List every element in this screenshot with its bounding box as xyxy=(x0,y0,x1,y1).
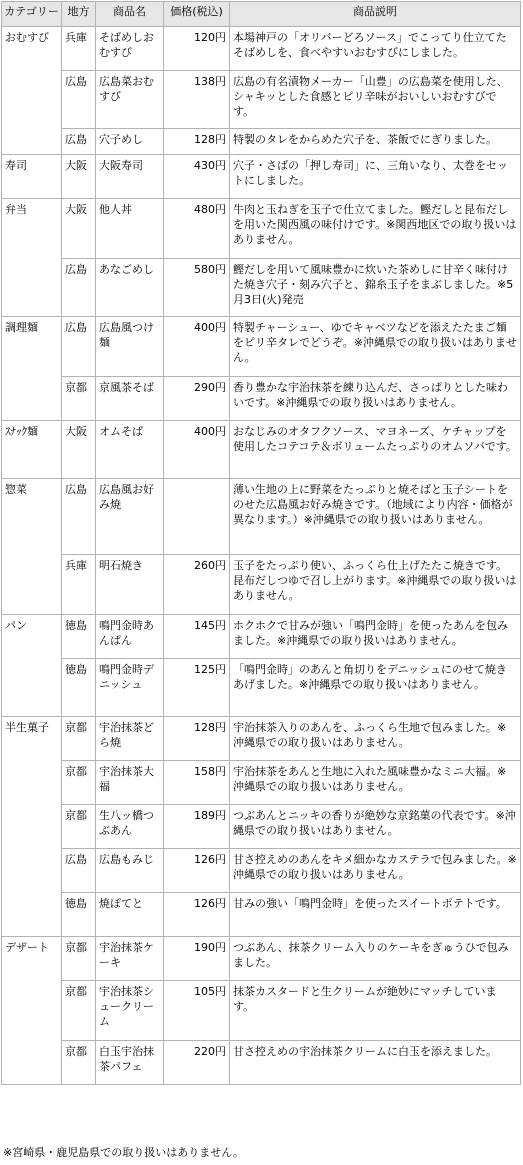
description-cell: 鰹だしを用いて風味豊かに炊いた茶めしに甘辛く味付けた焼き穴子・刻み穴子と、錦糸玉子をまぶしました。※5月3日(火)発売 xyxy=(230,259,521,317)
description-cell: 特製のタレをからめた穴子を、茶飯でにぎりました。 xyxy=(230,129,521,155)
price-cell: 105円 xyxy=(164,981,230,1041)
product-cell: 宇治抹茶ケーキ xyxy=(96,937,164,981)
category-cell: ｽﾅｯｸ麺 xyxy=(2,421,62,479)
description-cell: 玉子をたっぷり使い、ふっくら仕上げたたこ焼きです。昆布だしつゆで召し上がります。※沖縄県での取り扱いはありません。 xyxy=(230,555,521,615)
description-cell: 甘みの強い「鳴門金時」を使ったスイートポテトです。 xyxy=(230,893,521,937)
table-row xyxy=(2,893,521,937)
product-cell: 明石焼き xyxy=(96,555,164,615)
category-cell: 半生菓子 xyxy=(2,717,62,937)
table-row xyxy=(2,805,521,849)
region-cell: 大阪 xyxy=(62,155,96,199)
table-row xyxy=(2,849,521,893)
product-cell: 他人丼 xyxy=(96,199,164,259)
table-row xyxy=(2,555,521,615)
price-cell: 126円 xyxy=(164,849,230,893)
table-row xyxy=(2,27,521,71)
product-cell: 大阪寿司 xyxy=(96,155,164,199)
header-region: 地方 xyxy=(62,2,96,27)
description-cell: つぶあんとニッキの香りが絶妙な京銘菓の代表です。※沖縄県での取り扱いはありません。 xyxy=(230,805,521,849)
header-price: 価格(税込) xyxy=(164,2,230,27)
table-row xyxy=(2,479,521,555)
price-cell: 290円 xyxy=(164,377,230,421)
price-cell: 126円 xyxy=(164,893,230,937)
header-description: 商品説明 xyxy=(230,2,521,27)
description-cell: 宇治抹茶入りのあんを、ふっくら生地で包みました。※沖縄県での取り扱いはありません。 xyxy=(230,717,521,761)
region-cell: 京都 xyxy=(62,937,96,981)
region-cell: 広島 xyxy=(62,259,96,317)
price-cell: 138円 xyxy=(164,71,230,129)
price-cell: 400円 xyxy=(164,421,230,479)
product-cell: オムそば xyxy=(96,421,164,479)
region-cell: 徳島 xyxy=(62,615,96,659)
table-row xyxy=(2,937,521,981)
region-cell: 広島 xyxy=(62,479,96,555)
product-cell: あなごめし xyxy=(96,259,164,317)
footnote: ※宮崎県・鹿児島県での取り扱いはありません。 xyxy=(3,1146,244,1159)
price-cell: 128円 xyxy=(164,717,230,761)
description-cell: 抹茶カスタードと生クリームが絶妙にマッチしています。 xyxy=(230,981,521,1041)
category-cell: 弁当 xyxy=(2,199,62,317)
price-cell: 125円 xyxy=(164,659,230,717)
region-cell: 広島 xyxy=(62,317,96,377)
product-cell: 宇治抹茶シュークリーム xyxy=(96,981,164,1041)
category-cell: 寿司 xyxy=(2,155,62,199)
description-cell: 広島の有名漬物メーカー「山豊」の広島菜を使用した、シャキッとした食感とピリ辛味がおいしいおむすびです。 xyxy=(230,71,521,129)
category-cell: デザート xyxy=(2,937,62,1085)
price-cell: 480円 xyxy=(164,199,230,259)
region-cell: 京都 xyxy=(62,377,96,421)
price-cell: 189円 xyxy=(164,805,230,849)
header-category: カテゴリー xyxy=(2,2,62,27)
table-row xyxy=(2,155,521,199)
category-cell: おむすび xyxy=(2,27,62,155)
product-table xyxy=(1,1,521,1085)
table-row xyxy=(2,659,521,717)
description-cell: 穴子・さばの「押し寿司」に、三角いなり、太巻をセットにしました。 xyxy=(230,155,521,199)
product-cell: 白玉宇治抹茶パフェ xyxy=(96,1041,164,1085)
product-cell: 鳴門金時あんぱん xyxy=(96,615,164,659)
product-cell: 広島もみじ xyxy=(96,849,164,893)
region-cell: 大阪 xyxy=(62,199,96,259)
region-cell: 京都 xyxy=(62,761,96,805)
region-cell: 兵庫 xyxy=(62,27,96,71)
table-row xyxy=(2,129,521,155)
table-row xyxy=(2,615,521,659)
description-cell: おなじみのオタフクソース、マヨネーズ、ケチャップを使用したコテコテ＆ボリュームたっぷりのオムソバです。 xyxy=(230,421,521,479)
description-cell: 香り豊かな宇治抹茶を練り込んだ、さっぱりとした味わいです。※沖縄県での取り扱いはありません。 xyxy=(230,377,521,421)
product-cell: 鳴門金時デニッシュ xyxy=(96,659,164,717)
description-cell: 宇治抹茶をあんと生地に入れた風味豊かなミニ大福。※沖縄県での取り扱いはありません。 xyxy=(230,761,521,805)
region-cell: 京都 xyxy=(62,981,96,1041)
price-cell: 260円 xyxy=(164,555,230,615)
description-cell: 特製チャーシュー、ゆでキャベツなどを添えたたまご麺をピリ辛タレでどうぞ。※沖縄県での取り扱いはありません。 xyxy=(230,317,521,377)
description-cell: 甘さ控えめのあんをキメ細かなカステラで包みました。※沖縄県での取り扱いはありません。 xyxy=(230,849,521,893)
table-header-row xyxy=(2,2,521,27)
region-cell: 京都 xyxy=(62,1041,96,1085)
table-row xyxy=(2,199,521,259)
product-cell: 京風茶そば xyxy=(96,377,164,421)
price-cell: 400円 xyxy=(164,317,230,377)
table-row xyxy=(2,259,521,317)
product-cell: そばめしおむすび xyxy=(96,27,164,71)
price-cell: 145円 xyxy=(164,615,230,659)
product-cell: 広島菜おむすび xyxy=(96,71,164,129)
table-row xyxy=(2,717,521,761)
category-cell: 惣菜 xyxy=(2,479,62,615)
category-cell: パン xyxy=(2,615,62,717)
table-row xyxy=(2,761,521,805)
table-row xyxy=(2,1041,521,1085)
product-cell: 宇治抹茶大福 xyxy=(96,761,164,805)
region-cell: 広島 xyxy=(62,849,96,893)
description-cell: 「鳴門金時」のあんと角切りをデニッシュにのせて焼きあげました。※沖縄県での取り扱いはありません。 xyxy=(230,659,521,717)
region-cell: 広島 xyxy=(62,129,96,155)
category-cell: 調理麺 xyxy=(2,317,62,421)
price-cell: 190円 xyxy=(164,937,230,981)
description-cell: つぶあん、抹茶クリーム入りのケーキをぎゅうひで包みました。 xyxy=(230,937,521,981)
product-cell: 穴子めし xyxy=(96,129,164,155)
product-cell: 生八ッ橋つぶあん xyxy=(96,805,164,849)
description-cell: 本場神戸の「オリバーどろソース」でこってり仕立てたそばめしを、食べやすいおむすびにしました。 xyxy=(230,27,521,71)
price-cell: 158円 xyxy=(164,761,230,805)
table-row xyxy=(2,981,521,1041)
price-cell: 430円 xyxy=(164,155,230,199)
product-cell: 広島風お好み焼 xyxy=(96,479,164,555)
description-cell: 甘さ控えめの宇治抹茶クリームに白玉を添えました。 xyxy=(230,1041,521,1085)
price-cell xyxy=(164,479,230,555)
region-cell: 京都 xyxy=(62,717,96,761)
region-cell: 兵庫 xyxy=(62,555,96,615)
table-row xyxy=(2,377,521,421)
region-cell: 徳島 xyxy=(62,659,96,717)
price-cell: 120円 xyxy=(164,27,230,71)
region-cell: 広島 xyxy=(62,71,96,129)
product-cell: 広島風つけ麺 xyxy=(96,317,164,377)
header-product: 商品名 xyxy=(96,2,164,27)
product-cell: 焼ぽてと xyxy=(96,893,164,937)
description-cell: 牛肉と玉ねぎを玉子で仕立てました。鰹だしと昆布だしを用いた関西風の味付けです。※関西地区での取り扱いはありません。 xyxy=(230,199,521,259)
table-row xyxy=(2,421,521,479)
region-cell: 大阪 xyxy=(62,421,96,479)
region-cell: 徳島 xyxy=(62,893,96,937)
price-cell: 128円 xyxy=(164,129,230,155)
price-cell: 580円 xyxy=(164,259,230,317)
table-row xyxy=(2,71,521,129)
description-cell: ホクホクで甘みが強い「鳴門金時」を使ったあんを包みました。※沖縄県での取り扱いはありません。 xyxy=(230,615,521,659)
price-cell: 220円 xyxy=(164,1041,230,1085)
table-row xyxy=(2,317,521,377)
region-cell: 京都 xyxy=(62,805,96,849)
description-cell: 薄い生地の上に野菜をたっぷりと焼そばと玉子シートをのせた広島風お好み焼きです。（地域により内容・価格が異なります。）※沖縄県での取り扱いはありません。 xyxy=(230,479,521,555)
product-cell: 宇治抹茶どら焼 xyxy=(96,717,164,761)
